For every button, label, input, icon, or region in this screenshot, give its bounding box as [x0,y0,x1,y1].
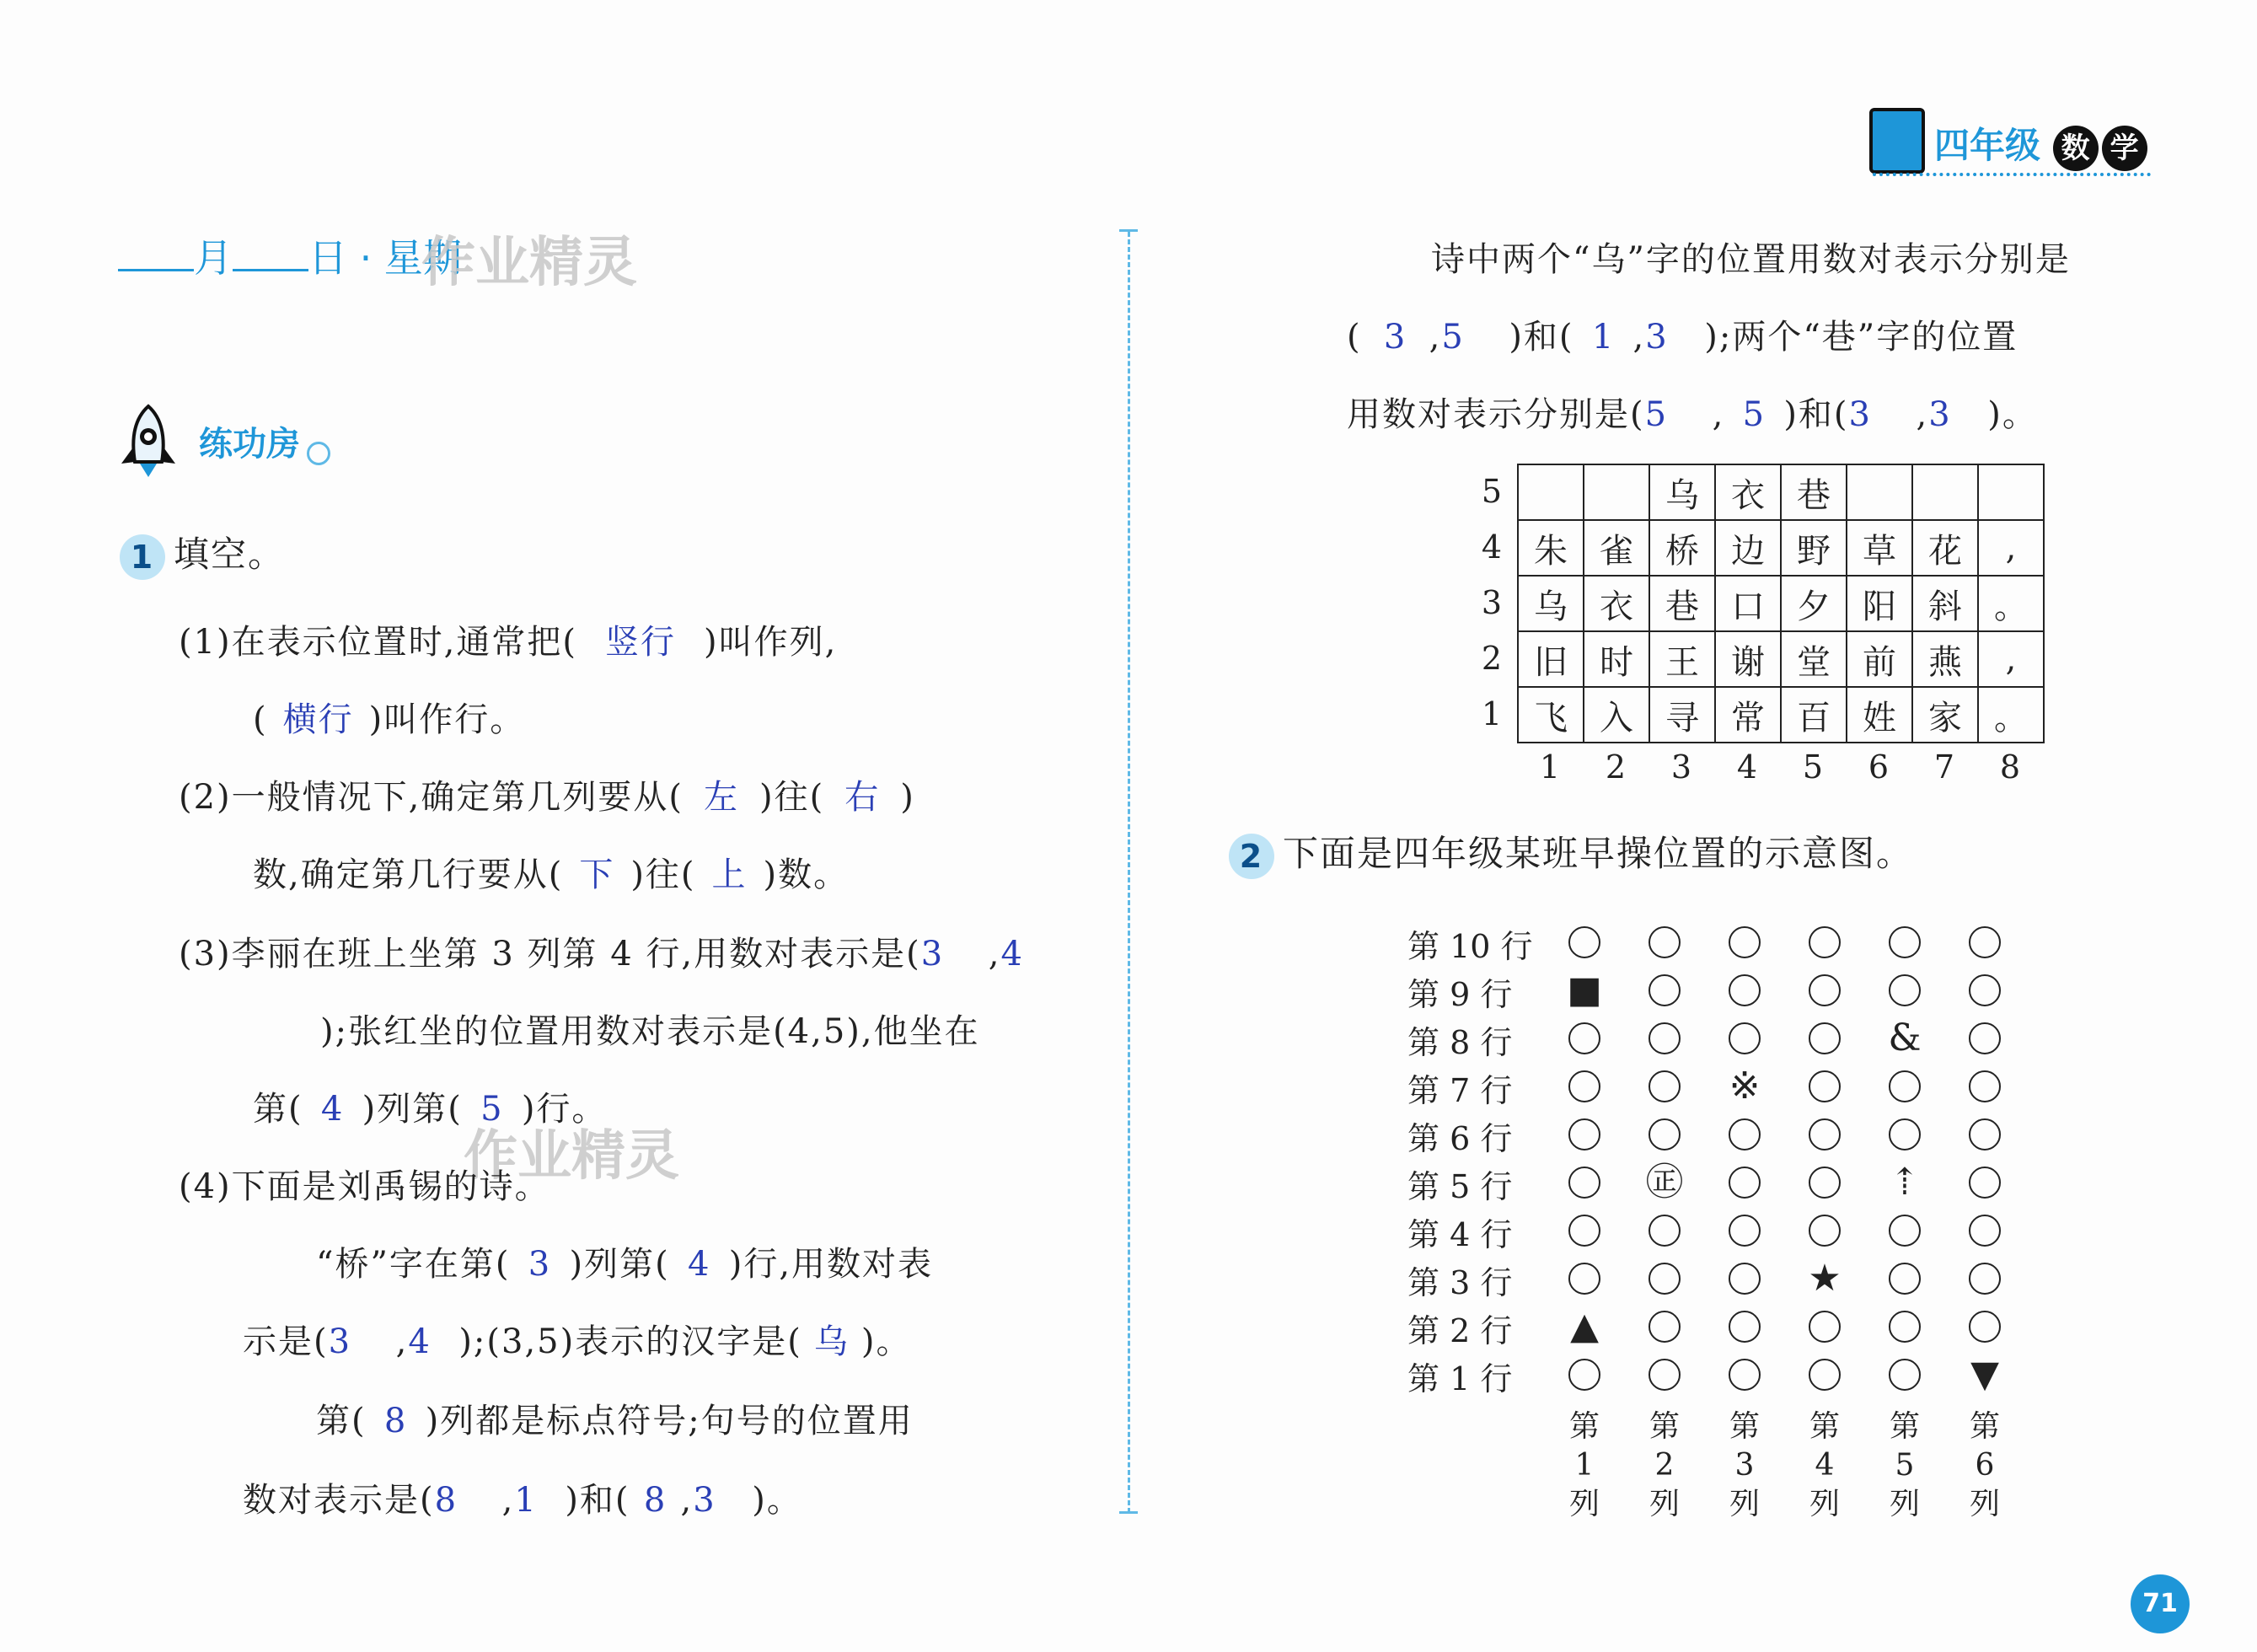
poem-col-label: 7 [1933,748,1955,786]
seat-circle-icon [1729,1311,1761,1343]
seat-row-label: 第 1 行 [1407,1360,1513,1397]
seat-circle-icon [1889,926,1921,958]
poem-cell [1912,464,1978,520]
answer-blank[interactable]: 乌 [813,1322,850,1361]
poem-row-label: 3 [1481,584,1503,621]
right-line1: 诗中两个“乌”字的位置用数对表示分别是 [1431,240,2071,279]
seat-circle-icon [1969,926,2001,958]
poem-row [1518,687,2044,743]
seat-circle-icon [1969,1118,2001,1150]
poem-cell: 乌 [1649,464,1715,520]
seat-row-label: 第 10 行 [1407,928,1533,965]
seat-row-label: 第 2 行 [1407,1312,1513,1349]
seat-circle-icon [1568,1167,1600,1199]
seat-circle-icon [1809,974,1841,1006]
q1-p2-line2: 数,确定第几行要从( 下 )往( 上 )数。 [253,848,849,896]
seat-circle-icon [1889,1118,1921,1150]
answer-blank[interactable]: 3 [1645,318,1669,357]
page-number: 71 [2131,1574,2190,1633]
seat-circle-icon [1969,1167,2001,1199]
poem-cell: 旧 [1518,631,1584,687]
subject-char-2: 学 [2102,126,2147,171]
seat-symbol: ▼ [1970,1353,1999,1396]
q1-number: 1 [120,534,165,580]
seat-circle-icon [1809,1311,1841,1343]
poem-grid [1466,464,2045,786]
answer-blank[interactable]: 5 [1742,395,1766,434]
answer-blank[interactable]: 横行 [282,700,354,739]
seat-circle-icon [1809,1359,1841,1391]
seat-circle-icon [1969,1263,2001,1295]
poem-cell: 常 [1715,687,1781,743]
book-icon [1869,108,1925,174]
seat-circle-icon [1568,1263,1600,1295]
poem-cell [1978,464,2044,520]
q2-number: 2 [1229,834,1274,879]
seat-circle-icon [1969,1215,2001,1247]
watermark: 作业精灵 [464,1125,679,1188]
seat-circle-icon [1889,1359,1921,1391]
seat-circle-icon [1729,974,1761,1006]
answer-blank[interactable]: 上 [711,856,748,894]
q1-p4-line4: 数对表示是(8 ,1 )和( 8 ,3 )。 [243,1481,802,1520]
poem-row-labels [1466,464,1517,743]
answer-blank[interactable]: 1 [1591,318,1616,357]
poem-cell: 衣 [1584,576,1649,631]
seat-symbol: ※ [1729,1065,1761,1108]
seat-circle-icon [1969,1070,2001,1102]
seat-symbol: ㊣ [1646,1161,1683,1204]
seat-circle-icon [1889,1215,1921,1247]
poem-cell [1847,464,1912,520]
seat-col-label: 第 [1568,1409,1600,1444]
section-title-text: 练功房 [199,425,300,464]
rocket-icon [115,403,182,479]
poem-cell: 衣 [1715,464,1781,520]
seat-circle-icon [1729,1118,1761,1150]
seat-circle-icon [1809,926,1841,958]
poem-row [1518,464,2044,520]
poem-cell: 入 [1584,687,1649,743]
poem-row-label: 5 [1481,473,1503,510]
q1-p1-line2: ( 横行 )叫作行。 [253,693,525,741]
poem-cell: 百 [1781,687,1847,743]
seat-circle-icon [1809,1022,1841,1054]
seat-circle-icon [1809,1118,1841,1150]
answer-blank[interactable]: 3 [1928,395,1952,434]
seat-circle-icon [1649,1263,1681,1295]
poem-cell: 口 [1715,576,1781,631]
poem-cell: 草 [1847,520,1912,576]
seat-row-label: 第 8 行 [1407,1024,1513,1061]
poem-table [1517,464,2045,743]
seat-circle-icon [1889,974,1921,1006]
poem-cell: 谢 [1715,631,1781,687]
answer-blank[interactable]: 竖行 [604,623,676,662]
poem-cell: 桥 [1649,520,1715,576]
seat-col-label: 第 [1889,1409,1920,1444]
seat-col-label: 列 [1649,1487,1680,1521]
q1-p3-line2: );张红坐的位置用数对表示是(4,5),他坐在 [320,1012,980,1051]
answer-blank[interactable]: 3 [328,1322,352,1361]
poem-cell: 雀 [1584,520,1649,576]
answer-blank[interactable]: 3 [1383,318,1407,357]
day-blank[interactable] [233,235,308,271]
poem-row-label: 1 [1481,695,1503,732]
answer-blank[interactable]: 8 [434,1481,458,1520]
seat-circle-icon [1649,1070,1681,1102]
seat-circle-icon [1729,1359,1761,1391]
page-divider [1128,232,1130,1513]
poem-cell: 巷 [1781,464,1847,520]
poem-cell [1518,464,1584,520]
answer-blank[interactable]: 8 [643,1481,667,1520]
q1-p1-line1: (1)在表示位置时,通常把( 竖行 )叫作列, [179,615,837,663]
divider-cap [1119,1511,1138,1514]
right-line3: 用数对表示分别是(5 , 5 )和(3 ,3 )。 [1347,395,2038,434]
seat-circle-icon [1889,1070,1921,1102]
seat-col-label: 列 [1889,1487,1920,1521]
section-title [199,417,330,465]
seat-symbol: & [1888,1016,1922,1059]
seat-circle-icon [1889,1263,1921,1295]
poem-cell: 寻 [1649,687,1715,743]
seat-symbol: ■ [1567,968,1602,1011]
answer-blank[interactable]: 5 [480,1090,504,1129]
seat-circle-icon [1649,1022,1681,1054]
answer-blank[interactable]: 5 [1441,318,1465,357]
seat-col-label: 5 [1895,1448,1915,1483]
subject-char-1: 数 [2053,126,2099,171]
seat-col-label: 6 [1975,1448,1995,1483]
poem-cell: 阳 [1847,576,1912,631]
poem-col-label: 4 [1736,748,1758,786]
right-line2: ( 3 ,5 )和( 1 ,3 );两个“巷”字的位置 [1347,318,2018,357]
q1-p3-line1: (3)李丽在班上坐第 3 列第 4 行,用数对表示是(3 ,4 [179,935,1024,974]
q1-p3-line3: 第( 4 )列第( 5 )行。 [253,1090,608,1129]
q1-p4-line2: 示是(3 ,4 );(3,5)表示的汉字是( 乌 )。 [243,1315,911,1363]
seat-circle-icon [1568,1118,1600,1150]
poem-cell: 时 [1584,631,1649,687]
poem-cell: 燕 [1912,631,1978,687]
answer-blank[interactable]: 3 [693,1481,716,1520]
seat-symbol: ⇡ [1889,1161,1921,1204]
poem-col-label: 6 [1868,748,1890,786]
seat-col-label: 列 [1969,1487,2000,1521]
answer-blank[interactable]: 4 [320,1090,345,1129]
poem-cell: 边 [1715,520,1781,576]
poem-cell: , [1978,520,2044,576]
poem-cell: 朱 [1518,520,1584,576]
answer-blank[interactable]: 3 [920,935,945,974]
seat-col-label: 3 [1734,1448,1755,1483]
poem-row [1518,576,2044,631]
seat-circle-icon [1729,1215,1761,1247]
answer-blank[interactable]: 4 [688,1245,711,1284]
seat-col-label: 第 [1969,1409,2000,1444]
poem-cell: 夕 [1781,576,1847,631]
grade-text: 四年级 [1934,125,2041,166]
badge-underline [1873,173,2151,176]
seat-circle-icon [1969,974,2001,1006]
answer-blank[interactable]: 下 [579,856,615,894]
poem-cell: 花 [1912,520,1978,576]
poem-row [1518,520,2044,576]
seat-symbol: ▲ [1570,1305,1599,1348]
answer-blank[interactable]: 5 [1644,395,1669,434]
seat-circle-icon [1649,1118,1681,1150]
seat-col-label: 列 [1809,1487,1840,1521]
seat-circle-icon [1729,926,1761,958]
seat-circle-icon [1889,1311,1921,1343]
poem-row [1518,631,2044,687]
poem-col-label: 3 [1670,748,1692,786]
poem-cell: 家 [1912,687,1978,743]
poem-cell: 斜 [1912,576,1978,631]
seat-circle-icon [1729,1167,1761,1199]
answer-blank[interactable]: 左 [703,778,739,817]
poem-row-label: 2 [1481,640,1503,677]
seat-circle-icon [1568,1359,1600,1391]
seat-circle-icon [1568,1215,1600,1247]
q1-title: 填空。 [174,534,286,575]
seat-row-label: 第 5 行 [1407,1168,1513,1205]
month-blank[interactable] [118,235,194,271]
seat-col-label: 第 [1729,1409,1760,1444]
q2-title: 下面是四年级某班早操位置的示意图。 [1283,833,1914,874]
poem-cell: 前 [1847,631,1912,687]
seat-col-label: 1 [1574,1448,1595,1483]
seat-circle-icon [1649,974,1681,1006]
seat-circle-icon [1809,1215,1841,1247]
seat-circle-icon [1649,1359,1681,1391]
seat-circle-icon [1649,1311,1681,1343]
seat-circle-icon [1568,1070,1600,1102]
answer-blank[interactable]: 4 [408,1322,432,1361]
seat-circle-icon [1969,1022,2001,1054]
poem-cell: 堂 [1781,631,1847,687]
poem-col-label: 5 [1802,748,1824,786]
answer-blank[interactable]: 4 [1000,935,1024,974]
seat-circle-icon [1809,1070,1841,1102]
poem-col-label: 2 [1605,748,1627,786]
seat-circle-icon [1969,1311,2001,1343]
poem-cell: , [1978,631,2044,687]
watermark: 作业精灵 [421,232,637,294]
poem-cell: 野 [1781,520,1847,576]
poem-cell: 。 [1978,576,2044,631]
poem-cell: 姓 [1847,687,1912,743]
date-line [118,228,462,283]
q1-heading [120,527,285,580]
q1-p4-intro: (4)下面是刘禹锡的诗。 [179,1167,550,1206]
q1-p4-line3: 第( 8 )列都是标点符号;句号的位置用 [316,1402,914,1440]
seat-circle-icon [1649,926,1681,958]
seat-row-label: 第 4 行 [1407,1216,1513,1253]
seat-col-label: 列 [1729,1487,1760,1521]
month-label: 月 [194,235,233,281]
seat-col-label: 列 [1568,1487,1600,1521]
answer-blank[interactable]: 3 [528,1245,552,1284]
seat-col-label: 第 [1649,1409,1680,1444]
poem-row-label: 4 [1481,528,1503,566]
seat-symbol: ★ [1808,1257,1842,1300]
poem-cell: 王 [1649,631,1715,687]
poem-col-label: 1 [1539,748,1561,786]
seat-row-label: 第 6 行 [1407,1120,1513,1157]
poem-cell: 飞 [1518,687,1584,743]
answer-blank[interactable]: 右 [844,778,881,817]
poem-cell: 巷 [1649,576,1715,631]
answer-blank[interactable]: 1 [514,1481,538,1520]
day-weekday-label: 日 · 星期 [308,235,462,281]
seat-circle-icon [1809,1167,1841,1199]
circle-decoration-icon [307,442,330,465]
q1-p4-line1: “桥”字在第( 3 )列第( 4 )行,用数对表 [316,1245,934,1284]
poem-cell [1584,464,1649,520]
poem-cell: 。 [1978,687,2044,743]
answer-blank[interactable]: 8 [383,1402,408,1440]
q2-heading [1229,826,1913,879]
seat-circle-icon [1729,1022,1761,1054]
seat-col-label: 4 [1815,1448,1835,1483]
seat-row-label: 第 9 行 [1407,976,1513,1013]
answer-blank[interactable]: 3 [1848,395,1872,434]
grade-badge [1934,118,2147,171]
seat-row-label: 第 3 行 [1407,1264,1513,1301]
seat-col-label: 2 [1654,1448,1675,1483]
seat-col-label: 第 [1809,1409,1840,1444]
seat-circle-icon [1649,1215,1681,1247]
q1-p2-line1: (2)一般情况下,确定第几列要从( 左 )往( 右 ) [179,770,915,818]
seat-circle-icon [1568,926,1600,958]
poem-col-label: 8 [1999,748,2021,786]
seat-row-label: 第 7 行 [1407,1072,1513,1109]
seat-circle-icon [1729,1263,1761,1295]
poem-col-labels [1517,748,2045,786]
poem-cell: 乌 [1518,576,1584,631]
seat-circle-icon [1568,1022,1600,1054]
